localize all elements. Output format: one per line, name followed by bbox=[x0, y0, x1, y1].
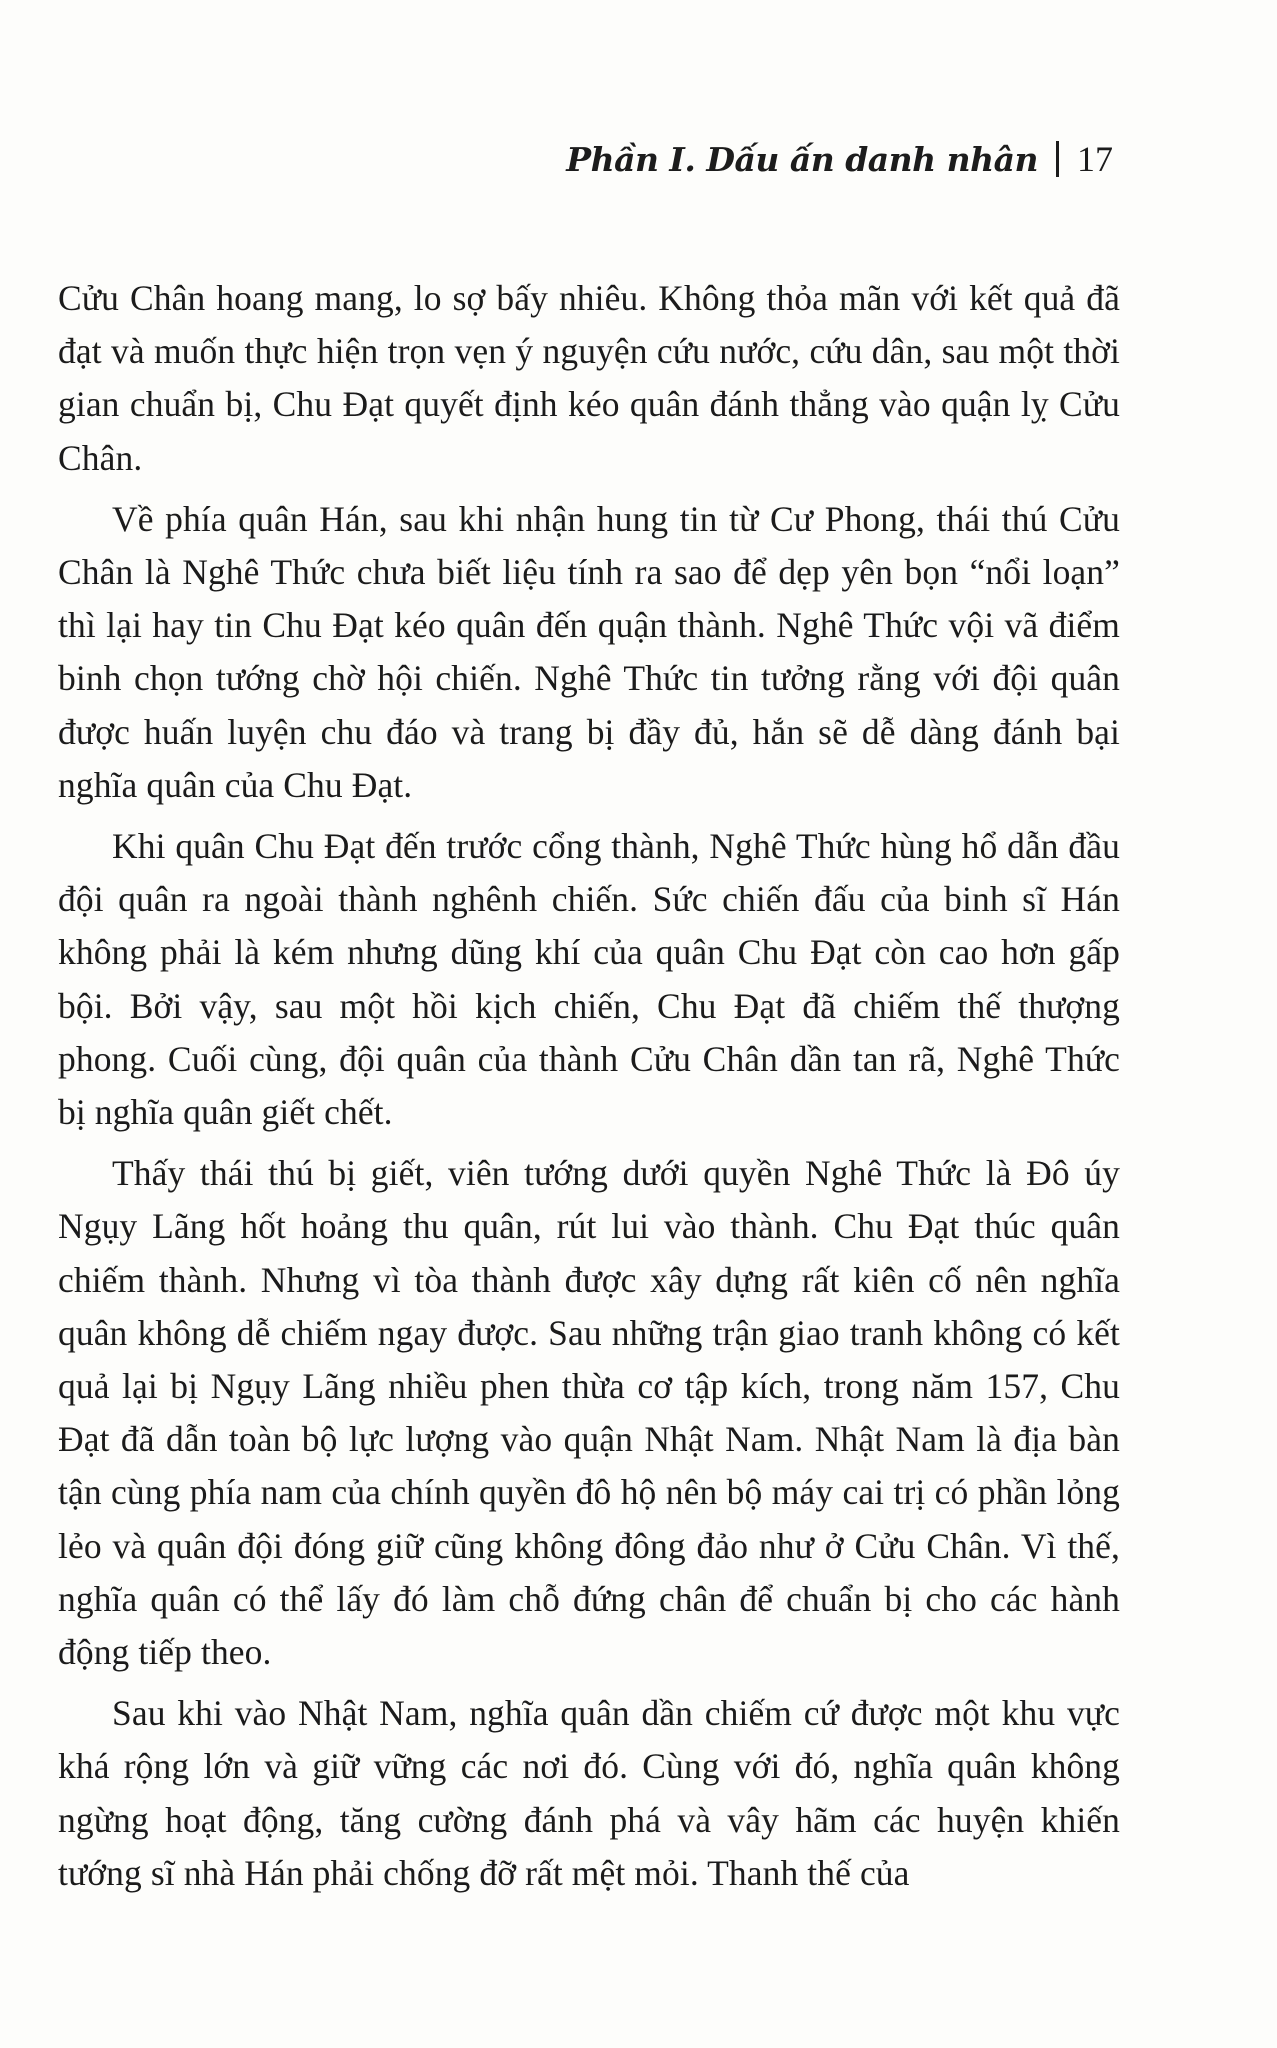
header-divider bbox=[1056, 141, 1059, 177]
paragraph: Sau khi vào Nhật Nam, nghĩa quân dần chiếm cứ được một khu vực khá rộng lớn và giữ vững các nơi đó. Cùng với đó, nghĩa quân không ngừng hoạt động, tăng cường đánh phá và vây hãm các huyện khiến tướng sĩ nhà Hán phải chống đỡ rất mệt mỏi. Thanh thế của bbox=[58, 1693, 1120, 1893]
paragraph: Thấy thái thú bị giết, viên tướng dưới quyền Nghê Thức là Đô úy Ngụy Lãng hốt hoảng thu quân, rút lui vào thành. Chu Đạt thúc quân chiếm thành. Nhưng vì tòa thành được xây dựng rất kiên cố nên nghĩa quân không dễ chiếm ngay được. Sau những trận giao tranh không có kết quả lại bị Ngụy Lãng nhiều phen thừa cơ tập kích, trong năm 157, Chu Đạt đã dẫn toàn bộ lực lượng vào quận Nhật Nam. Nhật Nam là địa bàn tận cùng phía nam của chính quyền đô hộ nên bộ máy cai trị có phần lỏng lẻo và quân đội đóng giữ cũng không đông đảo như ở Cửu Chân. Vì thế, nghĩa quân có thể lấy đó làm chỗ đứng chân để chuẩn bị cho các hành động tiếp theo. bbox=[58, 1153, 1120, 1673]
paragraph: Khi quân Chu Đạt đến trước cổng thành, Nghê Thức hùng hổ dẫn đầu đội quân ra ngoài thành nghênh chiến. Sức chiến đấu của binh sĩ Hán không phải là kém nhưng dũng khí của quân Chu Đạt còn cao hơn gấp bội. Bởi vậy, sau một hồi kịch chiến, Chu Đạt đã chiếm thế thượng phong. Cuối cùng, đội quân của thành Cửu Chân dần tan rã, Nghê Thức bị nghĩa quân giết chết. bbox=[58, 826, 1120, 1133]
body-text bbox=[58, 272, 1120, 1908]
running-header bbox=[566, 138, 1113, 180]
paragraph: Về phía quân Hán, sau khi nhận hung tin từ Cư Phong, thái thú Cửu Chân là Nghê Thức chưa biết liệu tính ra sao để dẹp yên bọn “nổi loạn” thì lại hay tin Chu Đạt kéo quân đến quận thành. Nghê Thức vội vã điểm binh chọn tướng chờ hội chiến. Nghê Thức tin tưởng rằng với đội quân được huấn luyện chu đáo và trang bị đầy đủ, hắn sẽ dễ dàng đánh bại nghĩa quân của Chu Đạt. bbox=[58, 498, 1120, 805]
paragraph: Cửu Chân hoang mang, lo sợ bấy nhiêu. Không thỏa mãn với kết quả đã đạt và muốn thực hiện trọn vẹn ý nguyện cứu nước, cứu dân, sau một thời gian chuẩn bị, Chu Đạt quyết định kéo quân đánh thẳng vào quận lỵ Cửu Chân. bbox=[58, 278, 1120, 478]
page-number: 17 bbox=[1077, 139, 1113, 179]
section-title: Phần I. Dấu ấn danh nhân bbox=[566, 139, 1038, 179]
